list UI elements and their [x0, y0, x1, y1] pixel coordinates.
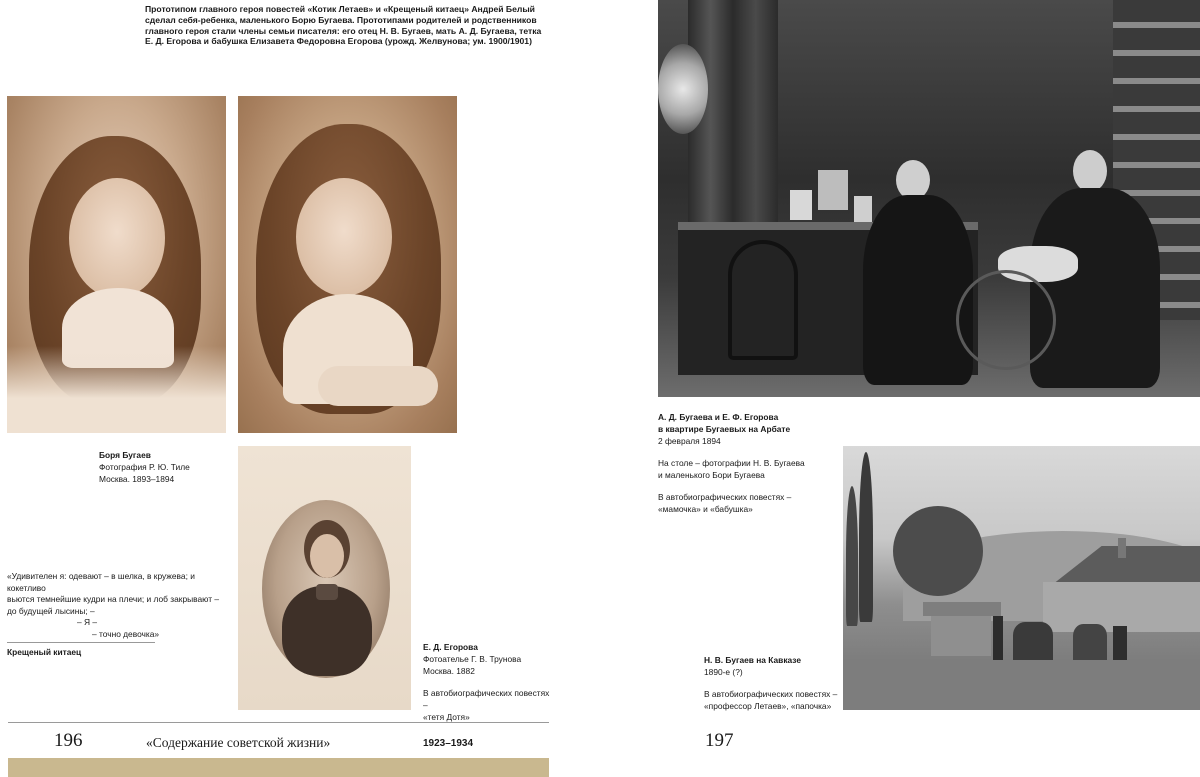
epigraph-quote: [7, 571, 232, 659]
quote-line-2: вьются темнейшие кудри на плечи; и лоб закрывают –: [7, 594, 220, 604]
running-head-years: 1923–1934: [423, 738, 474, 749]
footer-rule: [8, 722, 549, 723]
caption-interior-title1: А. Д. Бугаева и Е. Ф. Егорова: [658, 412, 779, 422]
photo-caucasus-village: [843, 446, 1200, 710]
page-number-right: 197: [705, 730, 734, 751]
quote-line-3: до будущей лысины; –: [7, 605, 95, 616]
photo-arbat-interior: [658, 0, 1200, 397]
running-head-title: «Содержание советской жизни»: [146, 735, 331, 750]
caption-egorova-note2: «тетя Дотя»: [423, 712, 470, 722]
quote-rule: [7, 642, 155, 643]
photo-egorova-cabinet-card: [238, 446, 411, 710]
caption-interior-note1: В автобиографических повестях –: [658, 492, 792, 502]
caption-egorova-title: Е. Д. Егорова: [423, 642, 478, 652]
caption-interior-note2: «мамочка» и «бабушка»: [658, 504, 753, 514]
caption-borya-line2: Москва. 1893–1894: [99, 474, 175, 484]
caption-egorova-line2: Москва. 1882: [423, 666, 475, 676]
quote-source: Крещеный китаец: [7, 647, 82, 657]
caption-caucasus-note1: В автобиографических повестях –: [704, 689, 838, 699]
caption-egorova-note1: В автобиографических повестях –: [423, 688, 550, 710]
quote-line-5: – точно девочка»: [92, 628, 160, 639]
caption-interior: [658, 411, 818, 515]
caption-caucasus-title: Н. В. Бугаев на Кавказе: [704, 655, 801, 665]
caption-interior-title2: в квартире Бугаевых на Арбате: [658, 424, 791, 434]
photo-borya-portrait-1: [7, 96, 226, 433]
caption-interior-date: 2 февраля 1894: [658, 436, 721, 446]
caption-borya-title: Боря Бугаев: [99, 450, 151, 460]
caption-interior-desc1: На столе – фотографии Н. В. Бугаева: [658, 458, 805, 468]
caption-caucasus: [704, 654, 844, 712]
caption-egorova-line1: Фотоателье Г. В. Трунова: [423, 654, 522, 664]
intro-paragraph: Прототипом главного героя повестей «Котик Летаев» и «Крещеный китаец» Андрей Белый сделал себя-ребенка, маленького Борю Бугаева. Прототипами родителей и родственников главного героя стали члены семьи писателя: его отец Н. В. Бугаев, мать А. Д. Бугаева, тетка Е. Д. Егорова и бабушка Елизавета Федоровна Егорова (урожд. Желвунова; ум. 1900/1901): [145, 4, 542, 47]
caption-interior-desc2: и маленького Бори Бугаева: [658, 470, 765, 480]
caption-caucasus-date: 1890-е (?): [704, 667, 743, 677]
page-number-left: 196: [54, 730, 83, 751]
photo-borya-portrait-2: [238, 96, 457, 433]
quote-line-1: «Удивителен я: одевают – в шелка, в кружева; и кокетливо: [7, 571, 195, 593]
footer-color-bar: [8, 758, 549, 777]
caption-caucasus-note2: «профессор Летаев», «папочка»: [704, 701, 832, 711]
quote-line-4: – Я –: [77, 617, 98, 627]
caption-egorova: [423, 641, 553, 723]
caption-borya: [99, 449, 239, 485]
caption-borya-line1: Фотография Р. Ю. Тиле: [99, 462, 190, 472]
